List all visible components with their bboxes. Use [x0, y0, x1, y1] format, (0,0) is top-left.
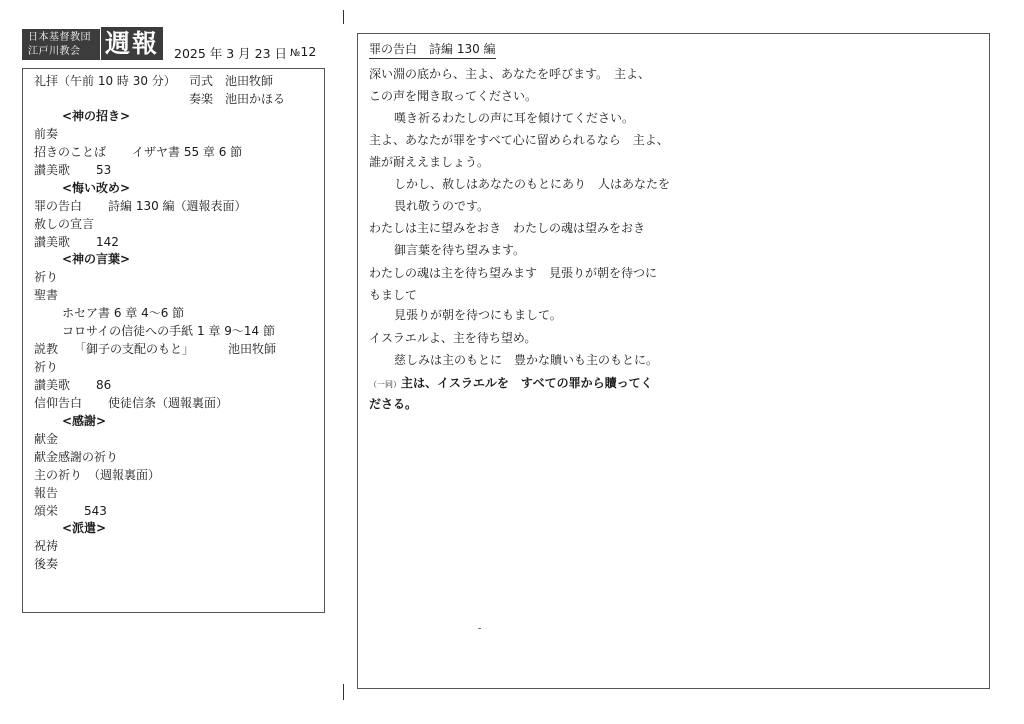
benediction: 祝祷	[34, 539, 59, 553]
prayer-2: 祈り	[34, 360, 59, 374]
prelude: 前奏	[34, 127, 59, 141]
psalm-line: わたしは主に望みをおき わたしの魂は望みをおき	[369, 221, 646, 235]
creed-name: 使徒信条（週報裏面）	[108, 396, 229, 410]
psalm-unison-line-2: ださる。	[369, 397, 418, 411]
doxology-number: 543	[84, 504, 107, 518]
fold-mark-bottom	[343, 684, 344, 700]
issue-prefix: №	[290, 48, 301, 59]
reading-1: ホセア書 6 章 4～6 節	[62, 306, 185, 320]
fold-mark-top	[343, 10, 344, 24]
sermon-label: 説教	[34, 342, 59, 356]
presider-name: 池田牧師	[225, 74, 274, 88]
organist-role: 奏楽	[189, 92, 214, 106]
church-line-2: 江戸川教会	[28, 46, 81, 57]
lords-prayer: 主の祈り （週報裏面）	[34, 468, 161, 482]
psalm-title: 罪の告白 詩編 130 編	[369, 41, 496, 59]
worship-time: 礼拝（午前 10 時 30 分）	[34, 74, 176, 88]
offering: 献金	[34, 432, 59, 446]
psalm-line: イスラエルよ、主を待ち望め。	[369, 331, 537, 345]
psalm-line: 嘆き祈るわたしの声に耳を傾けてください。	[394, 111, 635, 125]
offering-prayer: 献金感謝の祈り	[34, 450, 119, 464]
hymn-1-number: 53	[96, 163, 112, 177]
creed-label: 信仰告白	[34, 396, 83, 410]
section-sending: <派遣>	[62, 521, 107, 535]
psalm-line: 畏れ敬うのです。	[394, 199, 490, 213]
psalm-line: この声を聞き取ってください。	[369, 89, 538, 103]
psalm-unison-line-1	[369, 375, 653, 393]
section-word: <神の言葉>	[62, 252, 131, 266]
psalm-line: わたしの魂は主を待ち望みます 見張りが朝を待つに	[369, 266, 658, 280]
psalm-line: しかし、赦しはあなたのもとにあり 人はあなたを	[394, 177, 671, 191]
issue-value: 12	[300, 44, 317, 59]
announcements: 報告	[34, 486, 59, 500]
church-line-1: 日本基督教団	[28, 32, 91, 43]
postlude: 後奏	[34, 557, 59, 571]
psalm-line: 御言葉を待ち望みます。	[394, 243, 526, 257]
psalm-line: 深い淵の底から、主よ、あなたを呼びます。 主よ、	[369, 67, 651, 81]
confession-ref: 詩編 130 編（週報表面）	[108, 199, 247, 213]
psalm-line: 誰が耐ええましょう。	[369, 155, 490, 169]
presider-role: 司式	[189, 74, 214, 88]
sermon-preacher: 池田牧師	[228, 342, 277, 356]
sermon-title: 「御子の支配のもと」	[74, 342, 195, 356]
call-to-worship: 招きのことば	[34, 145, 107, 159]
doxology-label: 頌栄	[34, 504, 59, 518]
hymn-1-label: 讃美歌	[34, 163, 71, 177]
church-name-badge	[22, 29, 100, 60]
scan-speck	[478, 628, 481, 629]
hymn-3-label: 讃美歌	[34, 378, 71, 392]
bulletin-title: 週報	[101, 27, 163, 60]
psalm-line: 主よ、あなたが罪をすべて心に留められるなら 主よ、	[369, 133, 669, 147]
unison-text-1: 主は、イスラエルを すべての罪から贖ってく	[401, 376, 653, 390]
call-to-worship-ref: イザヤ書 55 章 6 節	[132, 145, 243, 159]
section-repentance: <悔い改め>	[62, 181, 131, 195]
scripture: 聖書	[34, 288, 59, 302]
section-thanksgiving: <感謝>	[62, 414, 107, 428]
organist-name: 池田かほる	[225, 92, 286, 106]
psalm-line: もまして	[369, 288, 418, 302]
prayer-1: 祈り	[34, 270, 59, 284]
section-call: <神の招き>	[62, 109, 131, 123]
psalm-line: 見張りが朝を待つにもまして。	[394, 308, 562, 322]
hymn-2-number: 142	[96, 235, 119, 249]
psalm-line: 慈しみは主のもとに 豊かな贖いも主のもとに。	[394, 353, 659, 367]
issue-number	[290, 44, 316, 59]
reading-2: コロサイの信徒への手紙 1 章 9～14 節	[62, 324, 275, 338]
hymn-2-label: 讃美歌	[34, 235, 71, 249]
bulletin-date: 2025 年 3 月 23 日	[174, 46, 288, 61]
hymn-3-number: 86	[96, 378, 112, 392]
unison-label: （一同）	[369, 380, 401, 389]
absolution: 赦しの宣言	[34, 217, 95, 231]
confession: 罪の告白	[34, 199, 83, 213]
